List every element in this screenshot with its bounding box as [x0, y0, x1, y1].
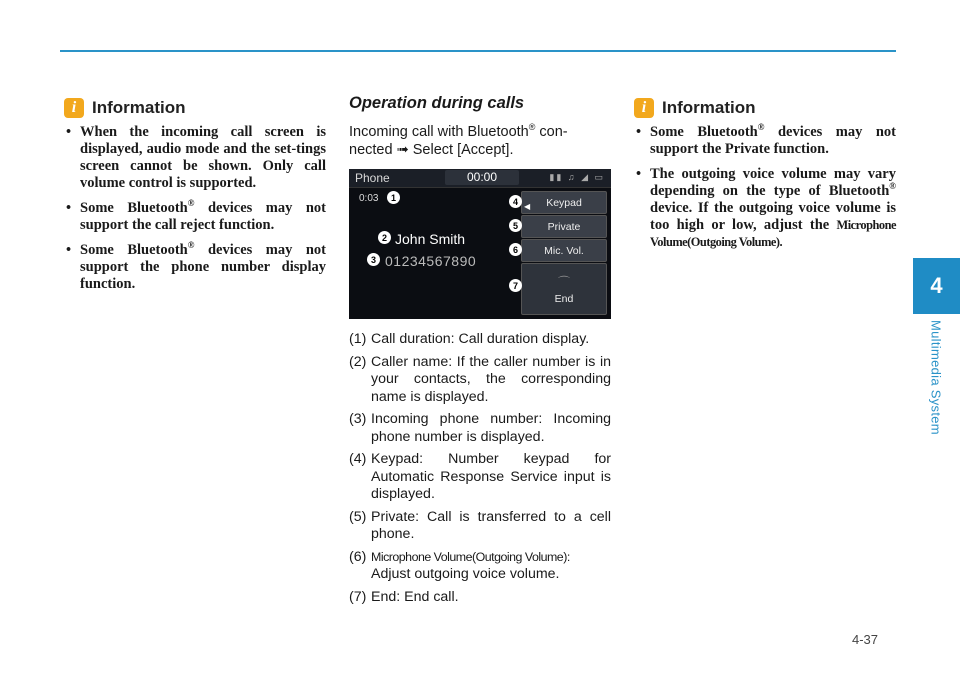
end-call-label: End: [554, 293, 574, 305]
page-number: 4-37: [852, 632, 879, 647]
keypad-button[interactable]: Keypad: [521, 191, 607, 214]
marker-7: 7: [509, 279, 522, 292]
chapter-number: 4: [930, 273, 943, 298]
header-rule: [60, 50, 896, 52]
end-call-icon: ⌒: [557, 275, 570, 289]
info-icon: i: [634, 98, 654, 118]
marker-4: 4: [509, 195, 522, 208]
call-duration: 0:03: [359, 193, 379, 204]
caller-name: John Smith: [395, 231, 466, 247]
info-list: [64, 124, 326, 293]
list-item: (2) Caller name: If the caller number is in your contacts, the corresponding name is displayed.: [349, 353, 611, 405]
screen-clock: 00:00: [445, 170, 519, 185]
screen-legend-list: [349, 331, 611, 606]
private-button[interactable]: Private: [521, 215, 607, 238]
status-icons: ▮▮ ♫ ◢ ▭: [549, 172, 605, 182]
marker-1: 1: [387, 191, 400, 204]
list-item: • The outgoing voice volume may vary depending on the type of Bluetooth® device. If the outgoing voice volume is too high or low, adjust the Microphone Volume(Outgoing Volume).: [634, 166, 896, 251]
screen-status-bar: [349, 169, 611, 188]
marker-6: 6: [509, 243, 522, 256]
list-item: (5) Private: Call is transferred to a cell phone.: [349, 508, 611, 542]
list-item: • When the incoming call screen is displayed, audio mode and the set-tings screen cannot be shown. Only call volume control is supported.: [64, 124, 326, 192]
info-title: Information: [92, 98, 186, 117]
right-info-box: [634, 98, 896, 259]
caret-left-icon: ◀: [524, 202, 531, 211]
mic-vol-button[interactable]: Mic. Vol.: [521, 239, 607, 262]
caller-number: 01234567890: [385, 253, 477, 269]
list-item: • Some Bluetooth® devices may not support the Private function.: [634, 124, 896, 158]
marker-3: 3: [367, 253, 380, 266]
info-list: [634, 124, 896, 251]
info-title: Information: [662, 98, 756, 117]
section-title: Operation during calls: [349, 94, 525, 112]
list-item: (3) Incoming phone number: Incoming phone number is displayed.: [349, 411, 611, 445]
end-call-button[interactable]: [521, 263, 607, 315]
list-item: (6) Microphone Volume(Outgoing Volume): Adjust outgoing voice volume.: [349, 548, 570, 582]
list-item: • Some Bluetooth® devices may not support the call reject function.: [64, 200, 326, 234]
list-item: (1) Call duration: Call duration display.: [349, 331, 590, 347]
chapter-tab[interactable]: [913, 258, 960, 314]
screen-app-title: Phone: [355, 171, 390, 185]
phone-screen-image: [349, 169, 611, 319]
list-item: (7) End: End call.: [349, 588, 459, 605]
middle-column: [349, 94, 611, 611]
list-item: • Some Bluetooth® devices may not support the phone number display function.: [64, 242, 326, 293]
marker-5: 5: [509, 219, 522, 232]
marker-2: 2: [378, 231, 391, 244]
info-icon: i: [64, 98, 84, 118]
left-info-box: [64, 98, 326, 301]
list-item: (4) Keypad: Number keypad for Automatic Response Service input is displayed.: [349, 451, 611, 502]
section-intro: Incoming call with Bluetooth® con-nected ➟ Select [Accept].: [349, 122, 568, 158]
chapter-label: Multimedia System: [928, 319, 944, 435]
